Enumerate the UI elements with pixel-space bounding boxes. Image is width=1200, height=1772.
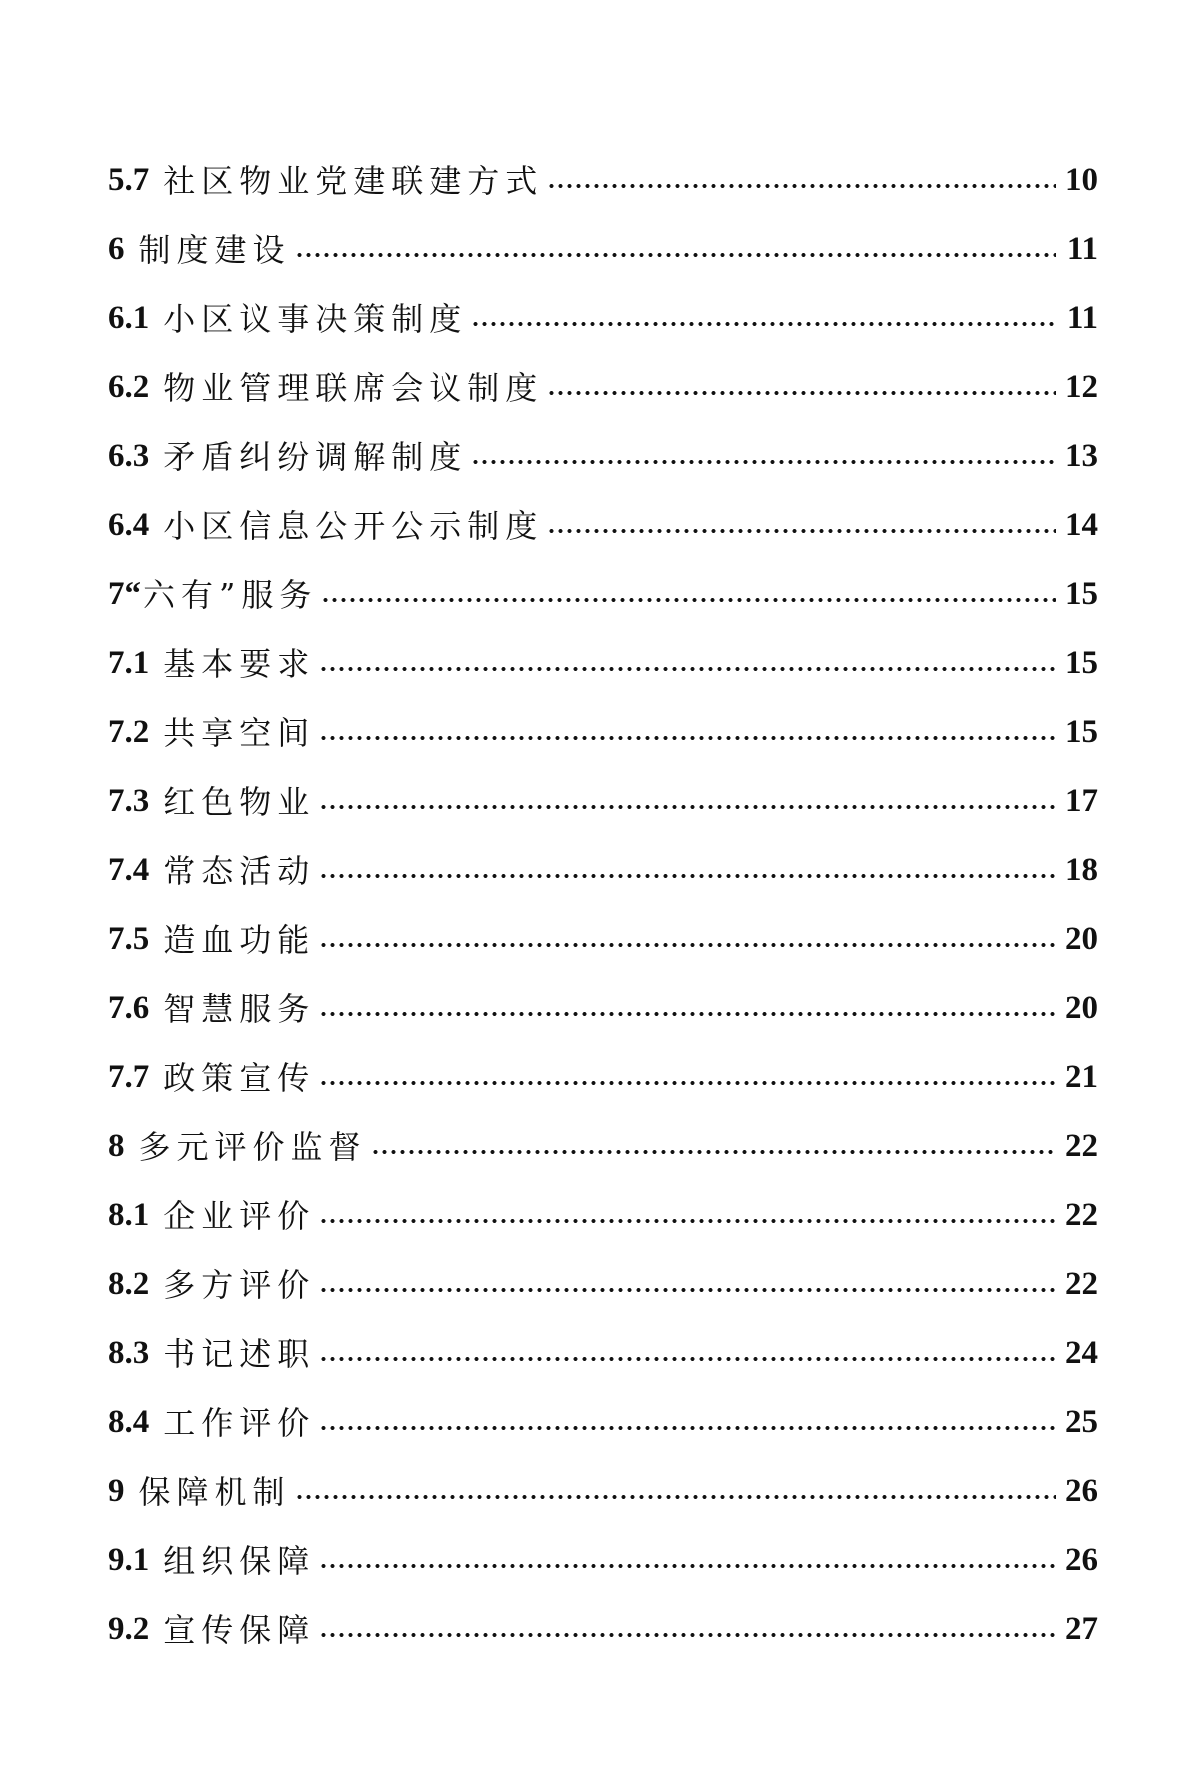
toc-entry-page: 17 (1065, 783, 1098, 819)
toc-entry[interactable] (108, 485, 1098, 554)
toc-entry-number: 6.1 (108, 300, 150, 336)
toc-entry[interactable] (108, 347, 1098, 416)
dot-leader (371, 1149, 1056, 1155)
toc-entry-page: 25 (1065, 1404, 1098, 1440)
toc-entry-number: 7.1 (108, 645, 150, 681)
toc-entry-page: 13 (1065, 438, 1098, 474)
dot-leader (319, 1563, 1056, 1569)
toc-entry-page: 26 (1065, 1542, 1098, 1578)
toc-entry-page: 14 (1065, 507, 1098, 543)
toc-entry[interactable] (108, 1382, 1098, 1451)
toc-entry-number: 7“ (108, 576, 141, 612)
toc-entry-title: 基本要求 (163, 645, 316, 683)
toc-entry-page: 20 (1065, 921, 1098, 957)
toc-entry[interactable] (108, 899, 1098, 968)
toc-entry-title: 书记述职 (163, 1335, 316, 1373)
dot-leader (319, 1632, 1056, 1638)
toc-entry-number: 7.4 (108, 852, 150, 888)
dot-leader (319, 804, 1056, 810)
toc-entry[interactable] (108, 1037, 1098, 1106)
toc-entry-page: 26 (1065, 1473, 1098, 1509)
toc-entry-number: 6.2 (108, 369, 150, 405)
toc-entry-title: 小区信息公开公示制度 (163, 507, 544, 545)
dot-leader (295, 252, 1056, 258)
toc-entry[interactable] (108, 140, 1098, 209)
dot-leader (547, 183, 1056, 189)
toc-entry[interactable] (108, 1244, 1098, 1313)
dot-leader (547, 528, 1056, 534)
toc-entry[interactable] (108, 692, 1098, 761)
toc-entry-page: 24 (1065, 1335, 1098, 1371)
dot-leader (319, 1356, 1056, 1362)
toc-entry-title: 智慧服务 (163, 990, 316, 1028)
toc-entry[interactable] (108, 209, 1098, 278)
toc-entry-number: 7.3 (108, 783, 150, 819)
toc-entry-title: 政策宣传 (163, 1059, 316, 1097)
toc-entry-number: 8.4 (108, 1404, 150, 1440)
toc-entry-number: 9.1 (108, 1542, 150, 1578)
toc-entry-title: 常态活动 (163, 852, 316, 890)
toc-entry-page: 18 (1065, 852, 1098, 888)
table-of-contents (108, 140, 1098, 1658)
toc-entry-title: 组织保障 (163, 1542, 316, 1580)
toc-entry-title: 小区议事决策制度 (163, 300, 468, 338)
toc-entry-number: 6.4 (108, 507, 150, 543)
dot-leader (319, 1011, 1056, 1017)
toc-entry[interactable] (108, 416, 1098, 485)
toc-entry-page: 15 (1065, 576, 1098, 612)
toc-entry[interactable] (108, 761, 1098, 830)
toc-entry-title: 造血功能 (163, 921, 316, 959)
toc-entry-title: 工作评价 (163, 1404, 316, 1442)
toc-entry[interactable] (108, 1520, 1098, 1589)
toc-entry-page: 27 (1065, 1611, 1098, 1647)
toc-entry-number: 8.1 (108, 1197, 150, 1233)
dot-leader (319, 873, 1056, 879)
dot-leader (319, 1425, 1056, 1431)
toc-entry-title: 企业评价 (163, 1197, 316, 1235)
toc-entry-number: 8 (108, 1128, 125, 1164)
toc-entry-page: 21 (1065, 1059, 1098, 1095)
dot-leader (321, 597, 1056, 603)
toc-entry-page: 20 (1065, 990, 1098, 1026)
toc-entry-title: 宣传保障 (163, 1611, 316, 1649)
dot-leader (319, 1218, 1056, 1224)
toc-entry[interactable] (108, 623, 1098, 692)
dot-leader (471, 321, 1056, 327)
toc-entry-title: 物业管理联席会议制度 (163, 369, 544, 407)
toc-entry-page: 22 (1065, 1197, 1098, 1233)
dot-leader (319, 666, 1056, 672)
dot-leader (547, 390, 1056, 396)
toc-entry-title: 保障机制 (138, 1473, 291, 1511)
dot-leader (295, 1494, 1056, 1500)
toc-entry[interactable] (108, 1175, 1098, 1244)
dot-leader (471, 459, 1056, 465)
toc-entry-page: 22 (1065, 1266, 1098, 1302)
toc-entry-page: 15 (1065, 714, 1098, 750)
toc-entry-number: 9.2 (108, 1611, 150, 1647)
dot-leader (319, 735, 1056, 741)
toc-entry-number: 6 (108, 231, 125, 267)
toc-entry-number: 7.6 (108, 990, 150, 1026)
toc-entry-page: 11 (1066, 231, 1098, 267)
toc-entry-number: 8.2 (108, 1266, 150, 1302)
toc-entry[interactable] (108, 1589, 1098, 1658)
toc-entry-number: 7.5 (108, 921, 150, 957)
toc-entry-page: 12 (1065, 369, 1098, 405)
toc-entry-title: 多元评价监督 (138, 1128, 367, 1166)
toc-entry-page: 10 (1065, 162, 1098, 198)
toc-entry[interactable] (108, 1313, 1098, 1382)
toc-entry[interactable] (108, 554, 1098, 623)
toc-entry-number: 6.3 (108, 438, 150, 474)
toc-entry-number: 9 (108, 1473, 125, 1509)
dot-leader (319, 942, 1056, 948)
toc-entry[interactable] (108, 1451, 1098, 1520)
toc-entry-title: 共享空间 (163, 714, 316, 752)
toc-entry[interactable] (108, 830, 1098, 899)
toc-entry-title: 社区物业党建联建方式 (163, 162, 544, 200)
dot-leader (319, 1080, 1056, 1086)
dot-leader (319, 1287, 1056, 1293)
toc-entry[interactable] (108, 278, 1098, 347)
toc-entry-title: 矛盾纠纷调解制度 (163, 438, 468, 476)
toc-entry-title: 多方评价 (163, 1266, 316, 1304)
toc-entry-number: 7.7 (108, 1059, 150, 1095)
toc-entry-number: 8.3 (108, 1335, 150, 1371)
toc-entry-title: 六有”服务 (143, 576, 318, 614)
toc-entry-number: 5.7 (108, 162, 150, 198)
toc-entry-title: 红色物业 (163, 783, 316, 821)
toc-entry-number: 7.2 (108, 714, 150, 750)
toc-entry-page: 22 (1065, 1128, 1098, 1164)
toc-entry-title: 制度建设 (138, 231, 291, 269)
toc-entry-page: 11 (1066, 300, 1098, 336)
toc-entry-page: 15 (1065, 645, 1098, 681)
toc-entry[interactable] (108, 1106, 1098, 1175)
toc-entry[interactable] (108, 968, 1098, 1037)
